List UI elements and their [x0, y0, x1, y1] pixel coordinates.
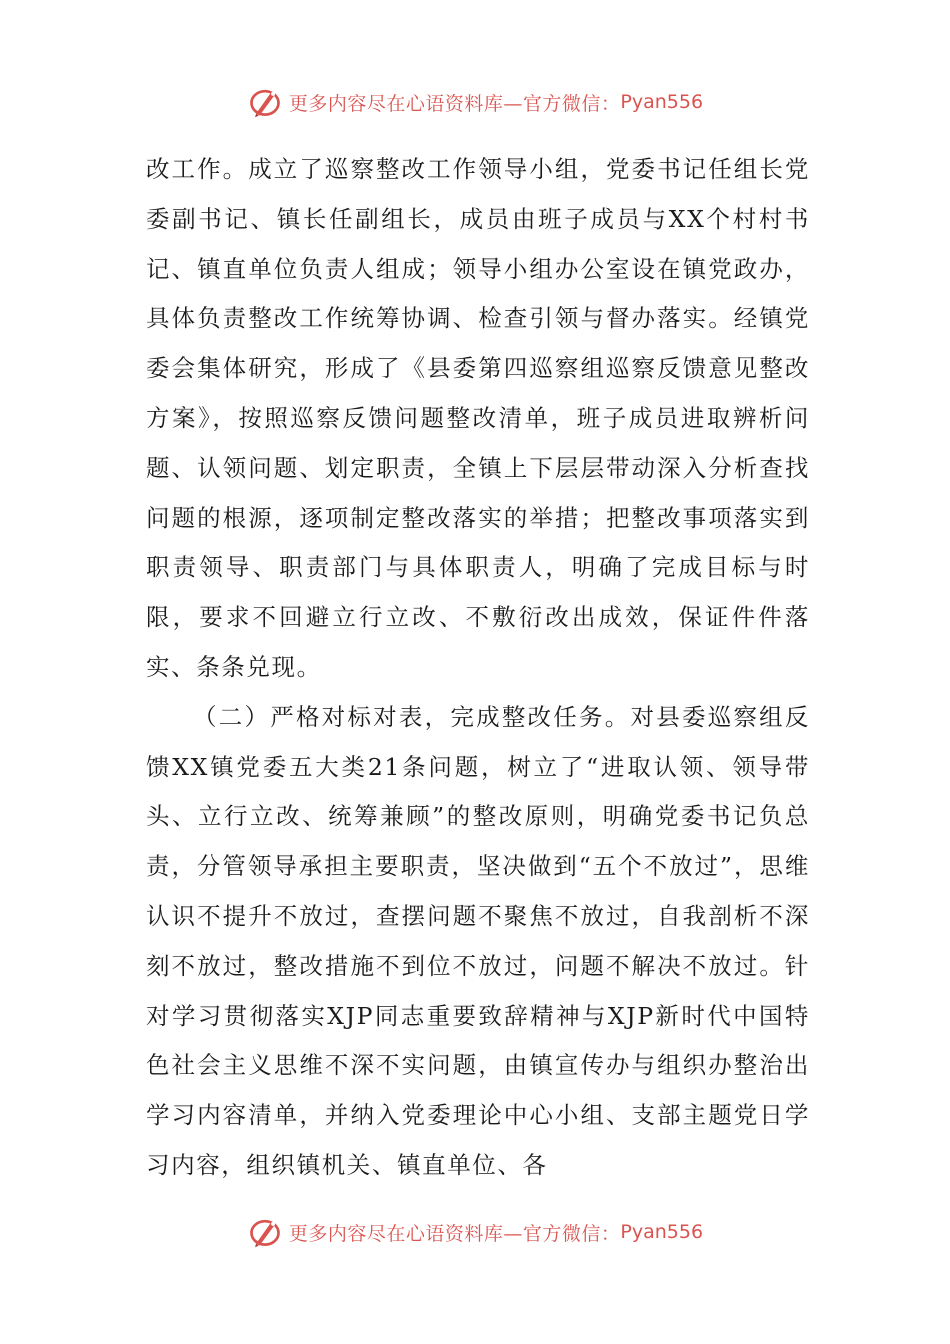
header-watermark-banner	[0, 80, 950, 124]
paragraph-2-text: 对县委巡察组反馈XX镇党委五大类21条问题，树立了“进取认领、领导带头、立行立改、统筹兼顾”的整改原则，明确党委书记负总责，分管领导承担主要职责，坚决做到“五个不放过”，思维认识不提升不放过，查摆问题不聚焦不放过，自我剖析不深刻不放过，整改措施不到位不放过，问题不解决不放过。针对学习贯彻落实XJP同志重要致辞精神与XJP新时代中国特色社会主义思维不深不实问题，由镇宣传办与组织办整治出学习内容清单，并纳入党委理论中心小组、支部主题党日学习内容，组织镇机关、镇直单位、各	[146, 702, 811, 1179]
banner-wechat-id: Pyan556	[620, 1221, 704, 1243]
paragraph-2	[146, 693, 810, 1191]
banner-text: 更多内容尽在心语资料库—官方微信：	[288, 92, 621, 115]
paragraph-1: 改工作。成立了巡察整改工作领导小组，党委书记任组长党委副书记、镇长任副组长，成员由班子成员与XX个村村书记、镇直单位负责人组成；领导小组办公室设在镇党政办，具体负责整改工作统筹协调、检查引领与督办落实。经镇党委会集体研究，形成了《县委第四巡察组巡察反馈意见整改方案》，按照巡察反馈问题整改清单，班子成员进取辨析问题、认领问题、划定职责，全镇上下层层带动深入分析查找问题的根源，逐项制定整改落实的举措；把整改事项落实到职责领导、职责部门与具体职责人，明确了完成目标与时限，要求不回避立行立改、不敷衍改出成效，保证件件落实、条条兑现。	[146, 155, 810, 681]
banner-wechat-id: Pyan556	[620, 91, 704, 113]
document-body	[146, 145, 810, 1191]
banner-text: 更多内容尽在心语资料库—官方微信：	[288, 1222, 621, 1245]
pen-ring-logo-icon	[247, 1214, 283, 1250]
pen-ring-logo-icon	[247, 84, 283, 120]
footer-watermark-banner	[0, 1210, 950, 1254]
section-heading: （二）严格对标对表，完成整改任务。	[193, 702, 631, 731]
